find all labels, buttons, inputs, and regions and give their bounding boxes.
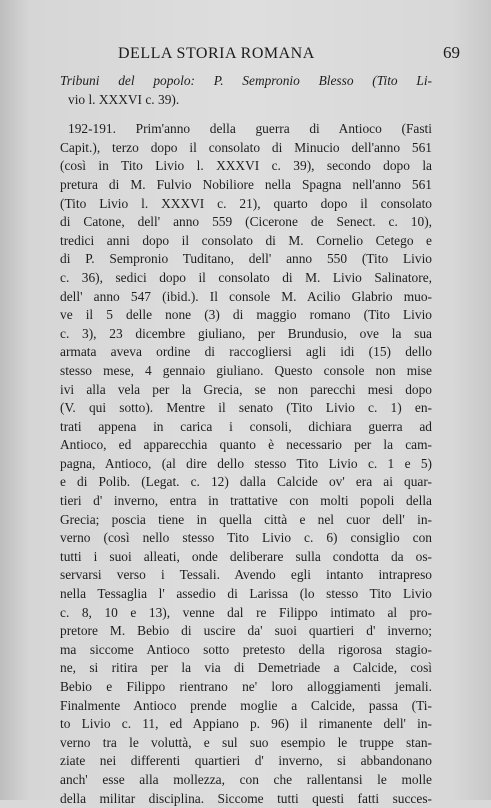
text-line: verno (così nello stesso Tito Livio c. 6) consiglio con bbox=[60, 530, 432, 546]
text-line: Bebio e Filippo rientrano ne' loro alloggiamenti jemali. bbox=[60, 679, 432, 694]
text-line: (V. qui sotto). Mentre il senato (Tito Livio c. 1) en- bbox=[60, 400, 432, 416]
tribuni-line: Tribuni del popolo: P. Sempronio Blesso (Tito Li- bbox=[60, 73, 432, 88]
text-line: to Livio c. 11, ed Appiano p. 96) il rimanente dell' in- bbox=[60, 716, 432, 732]
text-line: 192-191. Prim'anno della guerra di Antioco (Fasti bbox=[68, 121, 432, 137]
text-line: ziate nei differenti quartieri d' inverno, si abbandonano bbox=[60, 753, 432, 769]
text-line: ma siccome Antioco sotto pretesto della rigorosa stagio- bbox=[60, 641, 432, 657]
text-line: pretura di M. Fulvio Nobiliore nella Spagna nell'anno 561 bbox=[60, 176, 432, 192]
text-line: trati appena in carica i consoli, dichiara guerra ad bbox=[60, 418, 432, 434]
text-line: di Catone, dell' anno 559 (Cicerone de Senect. c. 10), bbox=[60, 214, 432, 230]
text-line: c. 36), sedici dopo il consolato di M. Livio Salinatore, bbox=[60, 269, 432, 285]
running-head bbox=[40, 45, 460, 67]
text-line: c. 8, 10 e 13), venne dal re Filippo intimato al pro- bbox=[60, 604, 432, 620]
text-line: e di Polib. (Legat. c. 12) dalla Calcide ov' era ai quar- bbox=[60, 474, 432, 490]
text-line: di P. Sempronio Tuditano, dell' anno 550 (Tito Livio bbox=[60, 251, 432, 267]
text-line: (così in Tito Livio l. XXXVI c. 39), secondo dopo la bbox=[60, 158, 432, 174]
text-line: armata aveva ordine di raccogliersi agli idi (15) dello bbox=[60, 344, 432, 360]
paragraph-gap bbox=[60, 109, 432, 120]
text-line: stesso mese, 4 gennaio giuliano. Questo console non mise bbox=[60, 362, 432, 378]
text-line: pretore M. Bebio di uscire da' suoi quartieri d' inverno; bbox=[60, 623, 432, 639]
page-title: DELLA STORIA ROMANA bbox=[118, 45, 315, 62]
text-line: Grecia; poscia tiene in quella città e nel cuor dell' in- bbox=[60, 511, 432, 527]
text-line: della militar disciplina. Siccome tutti questi fatti succes- bbox=[60, 790, 432, 806]
text-line: Antioco, ed apparecchia quanto è necessario per la cam- bbox=[60, 437, 432, 453]
text-line: servarsi verso i Tessali. Avendo egli intanto intrapreso bbox=[60, 567, 432, 583]
text-line: c. 3), 23 dicembre giuliano, per Brundusio, ove la sua bbox=[60, 325, 432, 341]
text-line: ne, si ritira per la via di Demetriade a Calcide, così bbox=[60, 660, 432, 676]
text-line: tutti i suoi alleati, onde deliberare sulla condotta da os- bbox=[60, 548, 432, 564]
text-line: dell' anno 547 (ibid.). Il console M. Acilio Glabrio muo- bbox=[60, 288, 432, 304]
text-line: ivi alla vela per la Grecia, se non parecchi mesi dopo bbox=[60, 381, 432, 397]
text-line: tredici anni dopo il consolato di M. Cornelio Cetego e bbox=[60, 232, 432, 248]
text-line: verno tra le voluttà, e sul suo esempio le truppe stan- bbox=[60, 734, 432, 750]
text-line: Capit.), terzo dopo il consolato di Minucio dell'anno 561 bbox=[60, 139, 432, 155]
text-line: pagna, Antioco, (al dire dello stesso Tito Livio c. 1 e 5) bbox=[60, 455, 432, 471]
tribuni-line: vio l. XXXVI c. 39). bbox=[68, 91, 180, 107]
text-line: anch' esse alla mollezza, con che rallentansi le molle bbox=[60, 771, 432, 787]
text-line: nella Tessaglia l' assedio di Larissa (lo stesso Tito Livio bbox=[60, 586, 432, 602]
text-line: tieri d' inverno, entra in trattative con molti popoli della bbox=[60, 493, 432, 509]
page-number: 69 bbox=[443, 43, 460, 62]
text-line: (Tito Livio l. XXXVI c. 21), quarto dopo il consolato bbox=[60, 195, 432, 211]
text-line: ve il 5 delle none (3) di maggio romano (Tito Livio bbox=[60, 307, 432, 323]
text-line: Finalmente Antioco prende moglie a Calcide, passa (Ti- bbox=[60, 697, 432, 713]
body-text bbox=[60, 72, 432, 808]
